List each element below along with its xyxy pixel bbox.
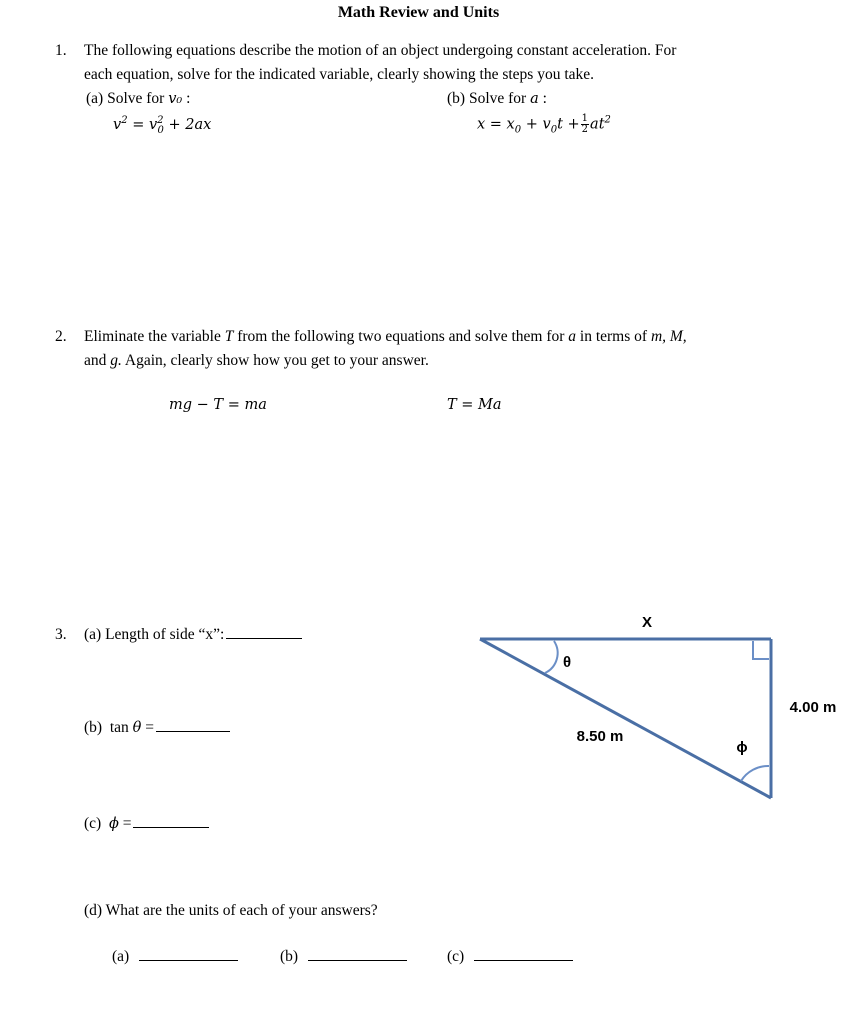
- q2-number: 2.: [55, 328, 67, 345]
- units-answer-b: (b): [280, 948, 407, 966]
- right-angle-marker: [753, 641, 769, 659]
- units-answer-c: (c): [447, 948, 573, 966]
- label-right-side: 4.00 m: [789, 699, 837, 716]
- q1-part-b-label: (b) Solve for a :: [447, 90, 547, 107]
- answer-blank-b[interactable]: [156, 730, 230, 732]
- q3-part-d: (d) What are the units of each of your answers?: [84, 902, 378, 919]
- q1-part-a-label: (a) Solve for v₀ :: [86, 90, 191, 107]
- answer-blank-c[interactable]: [133, 826, 209, 828]
- q3-part-b: (b) tan θ =: [84, 719, 230, 737]
- hypotenuse: [480, 639, 771, 798]
- triangle-shape: [480, 639, 771, 798]
- q1-part-a-var: v₀: [168, 91, 183, 107]
- page-title: Math Review and Units: [337, 4, 500, 21]
- q3-part-a: (a) Length of side “x”:: [84, 626, 302, 644]
- label-phi: ϕ: [736, 739, 748, 756]
- triangle-figure: [470, 600, 857, 810]
- phi-arc: [741, 766, 769, 781]
- q1-text-line2: each equation, solve for the indicated variable, clearly showing the steps you take.: [84, 66, 595, 83]
- q1-part-b-var: a: [530, 91, 539, 107]
- q1-equation-a: $v^2 = v^2_0 + 2ax$: [113, 115, 212, 136]
- label-x: X: [641, 614, 653, 631]
- label-hypotenuse: 8.50 m: [576, 728, 624, 745]
- units-blank-c[interactable]: [474, 959, 573, 961]
- units-answer-a: (a): [112, 948, 238, 966]
- q1-number: 1.: [55, 42, 67, 59]
- q2-text-line2: and g. Again, clearly show how you get to your answer.: [84, 352, 429, 369]
- theta-arc: [545, 641, 558, 673]
- q3-number: 3.: [55, 626, 67, 643]
- q3-part-c: (c) ϕ =: [84, 815, 209, 833]
- answer-blank-a[interactable]: [226, 637, 302, 639]
- q2-equation-1: mg − T = ma: [169, 397, 267, 413]
- q2-text-line1: Eliminate the variable T from the following two equations and solve them for a in terms of m, M,: [84, 328, 687, 345]
- label-theta: θ: [562, 654, 572, 671]
- units-blank-b[interactable]: [308, 959, 407, 961]
- q2-equation-2: T = Ma: [447, 397, 502, 413]
- q1-equation-b: $x = x_0 + v_0t$ + $\frac{1}{2}$ $at^2$: [477, 113, 611, 136]
- units-blank-a[interactable]: [139, 959, 238, 961]
- q1-text-line1: The following equations describe the motion of an object undergoing constant acceleration. For: [84, 42, 677, 59]
